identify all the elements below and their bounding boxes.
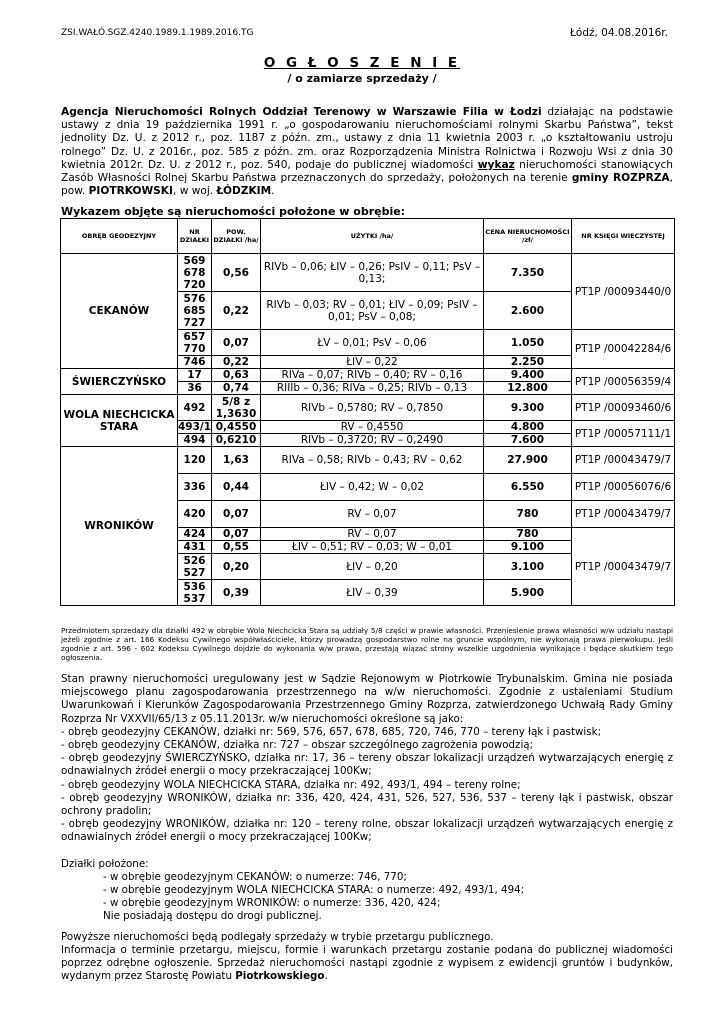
wykaz-word: wykaz <box>477 158 515 171</box>
kw-cell: PT1P /00043479/7 <box>572 528 675 606</box>
pow-cell: 0,22 <box>212 356 261 369</box>
cena-cell: 2.250 <box>484 356 572 369</box>
powiat-name: PIOTRKOWSKI <box>88 185 173 198</box>
cena-cell: 1.050 <box>484 330 572 356</box>
closing-line-2 <box>61 944 673 984</box>
cena-cell: 6.550 <box>484 474 572 501</box>
nr-cell: 536 537 <box>178 580 212 606</box>
col-header-cena: CENA NIERUCHOMOŚCI /zł/ <box>484 219 572 254</box>
uzytki-cell: ŁIV – 0,51; RV – 0,03; W – 0,01 <box>261 541 484 554</box>
intro-text-3: , pow. <box>61 172 673 198</box>
nr-cell: 336 <box>178 474 212 501</box>
intro-text-2: nieruchomości stanowiących Zasób Własności Rolnej Skarbu Państwa przeznaczonych do sprzedaży, położonych na terenie <box>61 158 673 185</box>
properties-table <box>60 218 675 606</box>
location-item: - w obrębie geodezyjnym WOLA NIECHCICKA STARA: o numerze: 492, 493/1, 494; <box>103 884 525 897</box>
col-header-pow: POW. DZIAŁKI /ha/ <box>212 219 261 254</box>
nr-cell: 576 685 727 <box>178 292 212 330</box>
table-row <box>61 447 675 474</box>
cena-cell: 780 <box>484 528 572 541</box>
kw-cell: PT1P /00056076/6 <box>572 474 675 501</box>
nr-cell: 120 <box>178 447 212 474</box>
location-item: - w obrębie geodezyjnym WRONIKÓW: o numerze: 336, 420, 424; <box>103 897 441 910</box>
cena-cell: 9.400 <box>484 369 572 382</box>
nr-cell: 494 <box>178 434 212 447</box>
legal-item: - obręb geodezyjny WRONIKÓW, działka nr: 336, 420, 424, 431, 526, 527, 536, 537 – tereny łąk i pastwisk, obszar ochrony pradolin; <box>61 791 673 818</box>
intro-text-1: działając na podstawie ustawy z dnia 19 października 1991 r. „o gospodarowaniu nieruchomościami rolnymi Skarbu Państwa”, tekst jednolity Dz. U. z 2012 r., poz. 1187 z późn. zm., ustawy z dnia 11 kwietnia 2003 r. „o kształtowaniu ustroju rolnego” Dz. U. z 2016r., poz. 585 z późn. zm. oraz Rozporządzenia Ministra Rolnictwa i Rozwoju Wsi z dnia 30 kwietnia 2012r. Dz. U. z 2012 r., poz. 540, podaje do publicznej wiadomości <box>61 106 673 171</box>
location-note: Nie posiadają dostępu do drogi publicznej. <box>103 910 322 923</box>
agency-name: Agencja Nieruchomości Rolnych Oddział Terenowy w Warszawie Filia w Łodzi <box>61 106 542 118</box>
obreb-cell: ŚWIERCZYŃSKO <box>61 369 178 395</box>
pow-cell: 5/8 z 1,3630 <box>212 395 261 421</box>
uzytki-cell: RIVb – 0,03; RV – 0,01; ŁIV – 0,09; PsIV – 0,01; PsV – 0,08; <box>261 292 484 330</box>
woj-name: ŁÓDZKIM <box>216 185 272 198</box>
uzytki-cell: RIVa – 0,58; RIVb – 0,43; RV – 0,62 <box>261 447 484 474</box>
pow-cell: 0,74 <box>212 382 261 395</box>
uzytki-cell: RIVb – 0,3720; RV – 0,2490 <box>261 434 484 447</box>
kw-cell: PT1P /00093460/6 <box>572 395 675 421</box>
nr-cell: 424 <box>178 528 212 541</box>
col-header-kw: NR KSIĘGI WIECZYSTEJ <box>572 219 675 254</box>
closing-line-1: Powyższe nieruchomości będą podlegały sprzedaży w trybie przetargu publicznego. <box>61 930 494 943</box>
reference-number: ZSI.WAŁÓ.SGZ.4240.1989.1.1989.2016.TG <box>61 28 254 38</box>
cena-cell: 4.800 <box>484 421 572 434</box>
cena-cell: 780 <box>484 501 572 528</box>
cena-cell: 3.100 <box>484 554 572 580</box>
pow-cell: 0,39 <box>212 580 261 606</box>
table-row <box>61 395 675 421</box>
spacer <box>61 845 673 858</box>
uzytki-cell: RIIIb – 0,36; RIVa – 0,25; RIVb – 0,13 <box>261 382 484 395</box>
uzytki-cell: RIVb – 0,5780; RV – 0,7850 <box>261 395 484 421</box>
cena-cell: 7.600 <box>484 434 572 447</box>
intro-text-4: , w woj. <box>172 185 217 198</box>
nr-cell: 36 <box>178 382 212 395</box>
kw-cell: PT1P /00057111/1 <box>572 421 675 447</box>
cena-cell: 12.800 <box>484 382 572 395</box>
obreb-cell: WOLA NIECHCICKA STARA <box>61 395 178 447</box>
nr-cell: 526 527 <box>178 554 212 580</box>
uzytki-cell: ŁIV – 0,20 <box>261 554 484 580</box>
pow-cell: 0,55 <box>212 541 261 554</box>
uzytki-cell: ŁV – 0,01; PsV – 0,06 <box>261 330 484 356</box>
obreb-cell: CEKANÓW <box>61 254 178 369</box>
cena-cell: 9.300 <box>484 395 572 421</box>
table-heading: Wykazem objęte są nieruchomości położone w obrębie: <box>61 205 406 218</box>
starosta-name: Piotrkowskiego <box>235 970 325 983</box>
nr-cell: 746 <box>178 356 212 369</box>
intro-paragraph <box>61 106 673 198</box>
col-header-nr: NR DZIAŁKI <box>178 219 212 254</box>
col-header-uzytki: UŻYTKI /ha/ <box>261 219 484 254</box>
pow-cell: 1,63 <box>212 447 261 474</box>
uzytki-cell: RV – 0,4550 <box>261 421 484 434</box>
pow-cell: 0,07 <box>212 330 261 356</box>
pow-cell: 0,4550 <box>212 421 261 434</box>
cena-cell: 7.350 <box>484 254 572 292</box>
nr-cell: 492 <box>178 395 212 421</box>
legal-item: - obręb geodezyjny CEKANÓW, działki nr: 569, 576, 657, 678, 685, 720, 746, 770 – tereny łąk i pastwisk; <box>61 725 602 738</box>
uzytki-cell: ŁIV – 0,42; W – 0,02 <box>261 474 484 501</box>
spacer <box>61 924 673 931</box>
table-header-row <box>61 219 675 254</box>
pow-cell: 0,44 <box>212 474 261 501</box>
gmina-name: gminy ROZPRZA <box>571 172 670 185</box>
col-header-obreb: OBRĘB GEODEZYJNY <box>61 219 178 254</box>
table-row <box>61 369 675 382</box>
kw-cell: PT1P /00056359/4 <box>572 369 675 395</box>
page-subtitle: / o zamiarze sprzedaży / <box>287 72 437 85</box>
pow-cell: 0,07 <box>212 528 261 541</box>
obreb-cell: WRONIKÓW <box>61 447 178 606</box>
pow-cell: 0,07 <box>212 501 261 528</box>
pow-cell: 0,20 <box>212 554 261 580</box>
legal-item: - obręb geodezyjny WRONIKÓW, działka nr: 120 – tereny rolne, obszar lokalizacji urządzeń wytwarzających energię z odnawialnych źródeł energii o mocy przekraczającej 100Kw; <box>61 818 673 844</box>
cena-cell: 27.900 <box>484 447 572 474</box>
uzytki-cell: ŁIV – 0,22 <box>261 356 484 369</box>
footnote: Przedmiotem sprzedaży dla działki 492 w obrębie Wola Niechcicka Stara są udziały 5/8 części w prawie własności. Przeniesienie prawa własności w/w udziału nastąpi jeżeli zgodnie z art. 166 Kodeksu Cywilnego współwłaściciele, którzy prowadzą gospodarstwo rolne na gruncie wspólnym, nie wykonają prawa pierwokupu. Jeśli zgodnie z art. 596 - 602 Kodeksu Cywilnego dojdzie do wykonania w/w prawa, przestają wiązać strony wszelkie uzgodnienia wynikające i będące skutkiem tego ogłoszenia. <box>61 626 673 662</box>
kw-cell: PT1P /00042284/6 <box>572 330 675 369</box>
uzytki-cell: RV – 0,07 <box>261 528 484 541</box>
nr-cell: 431 <box>178 541 212 554</box>
pow-cell: 0,6210 <box>212 434 261 447</box>
pow-cell: 0,22 <box>212 292 261 330</box>
place-date: Łódź, 04.08.2016r. <box>570 27 668 39</box>
uzytki-cell: RIVa – 0,07; RIVb – 0,40; RV – 0,16 <box>261 369 484 382</box>
legal-intro: Stan prawny nieruchomości uregulowany jest w Sądzie Rejonowym w Piotrkowie Trybunalskim. Gmina nie posiada miejscowego planu zagospodarowania przestrzennego na w/w nieruchomości. Zgodnie z ustaleniami Studium Uwarunkowań i Kierunków Zagospodarowania Przestrzennego Gminy Rozprza, zatwierdzonego Uchwałą Rady Gminy Rozprza Nr VXXVII/65/13 z 05.11.2013r. w/w nieruchomości określone są jako: <box>61 673 673 725</box>
legal-item: - obręb geodezyjny CEKANÓW, działka nr: 727 – obszar szczególnego zagrożenia powodzią; <box>61 739 534 752</box>
cena-cell: 2.600 <box>484 292 572 330</box>
uzytki-cell: RV – 0,07 <box>261 501 484 528</box>
kw-cell: PT1P /00093440/0 <box>572 254 675 330</box>
kw-cell: PT1P /00043479/7 <box>572 447 675 474</box>
nr-cell: 657 770 <box>178 330 212 356</box>
legal-item: - obręb geodezyjny WOLA NIECHCICKA STARA, działka nr: 492, 493/1, 494 – tereny rolne; <box>61 778 521 791</box>
nr-cell: 420 <box>178 501 212 528</box>
cena-cell: 9.100 <box>484 541 572 554</box>
location-item: - w obrębie geodezyjnym CEKANÓW: o numerze: 746, 770; <box>103 870 407 883</box>
kw-cell: PT1P /00043479/7 <box>572 501 675 528</box>
table-row <box>61 254 675 292</box>
intro-text-5: . <box>271 185 275 198</box>
pow-cell: 0,63 <box>212 369 261 382</box>
cena-cell: 5.900 <box>484 580 572 606</box>
location-heading: Działki położone: <box>61 857 149 870</box>
nr-cell: 17 <box>178 369 212 382</box>
nr-cell: 569 678 720 <box>178 254 212 292</box>
page-title: O G Ł O S Z E N I E <box>263 55 461 71</box>
uzytki-cell: ŁIV – 0,39 <box>261 580 484 606</box>
legal-item: - obręb geodezyjny ŚWIERCZYŃSKO, działka nr: 17, 36 – tereny obszar lokalizacji urządzeń wytwarzających energię z odnawialnych źródeł energii o mocy przekraczającej 100Kw; <box>61 752 673 778</box>
uzytki-cell: RIVb – 0,06; ŁIV – 0,26; PsIV – 0,11; PsV – 0,13; <box>261 254 484 292</box>
closing-end: . <box>324 970 328 983</box>
nr-cell: 493/1 <box>178 421 212 433</box>
pow-cell: 0,56 <box>212 254 261 292</box>
legal-section <box>61 673 673 983</box>
closing-text: Informacja o terminie przetargu, miejscu, formie i warunkach przetargu zostanie podana do publicznej wiadomości poprzez odrębne ogłoszenie. Sprzedaż nieruchomości nastąpi zgodnie z wypisem z ewidencji gruntów i budynków, wydanym przez Starostę Powiatu <box>61 943 673 983</box>
